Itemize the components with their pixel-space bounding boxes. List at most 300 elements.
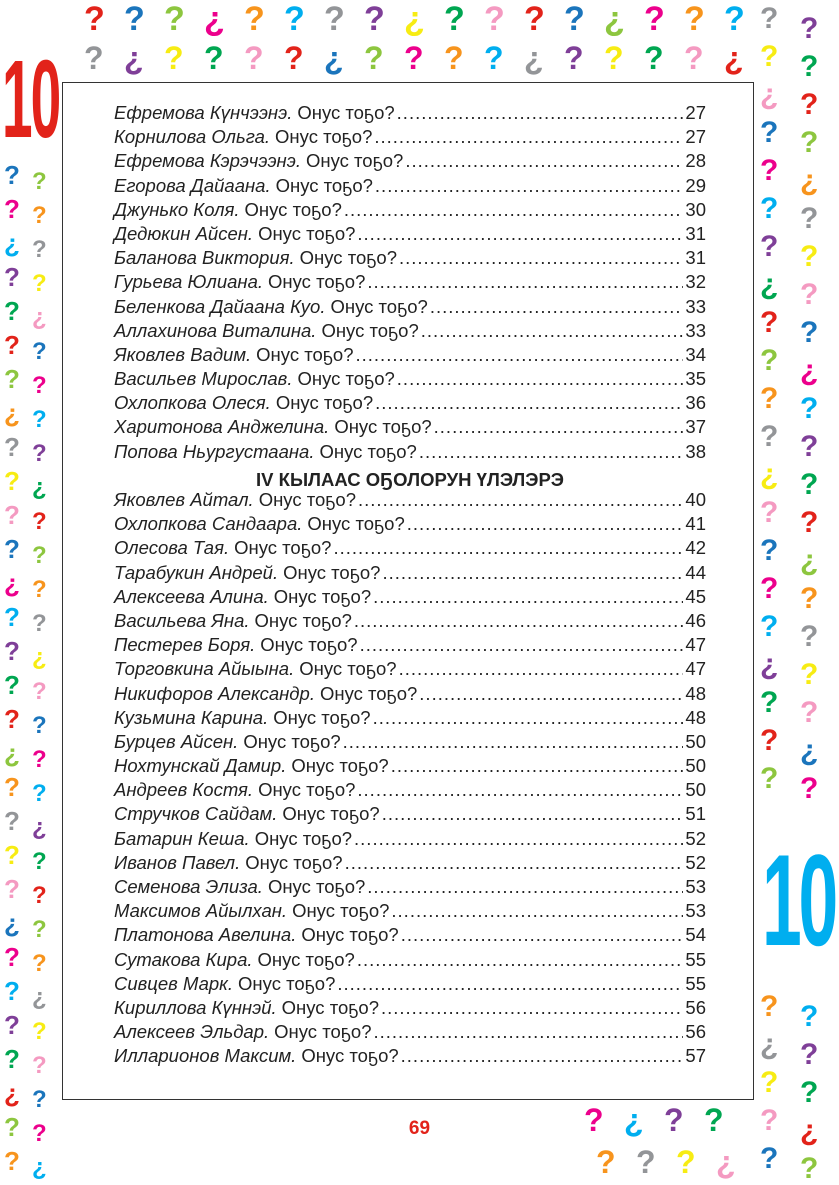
entry-title: Онус тоҕо? [243,730,341,752]
question-mark-icon: ¿ [404,0,425,38]
author-name: Иванов Павел. [114,851,241,873]
dot-leader [354,610,684,632]
author-name: Аллахинова Виталина. [114,319,317,341]
dot-leader [356,344,684,366]
question-mark-icon: ? [32,270,47,297]
question-mark-icon: ? [32,610,47,637]
question-mark-icon: ? [4,160,20,190]
dot-leader [367,271,683,293]
question-mark-icon: ? [760,382,779,415]
question-mark-icon: ? [4,1044,20,1074]
entry-title: Онус тоҕо? [321,319,419,341]
author-name: Ефремова Күнчээнэ. [114,102,293,123]
question-mark-icon: ¿ [760,458,779,491]
entry-title: Онус тоҕо? [268,271,366,293]
question-mark-icon: ? [84,40,104,76]
author-name: Торговкина Айыына. [114,658,295,680]
question-mark-icon: ? [800,202,819,235]
question-mark-icon: ¿ [800,354,819,387]
author-name: Дедюкин Айсен. [114,222,254,244]
question-mark-icon: ? [164,40,184,76]
dot-leader [430,296,684,318]
question-mark-icon: ? [800,506,819,539]
entry-title: Онус тоҕо? [275,174,373,196]
question-mark-icon: ? [760,344,779,377]
question-mark-icon: ? [800,392,819,425]
entry-title: Онус тоҕо? [254,827,353,849]
question-mark-icon: ? [32,746,47,773]
entry-title: Онус тоҕо? [273,585,372,607]
question-mark-icon: ? [800,240,819,273]
question-mark-icon: ? [760,420,779,453]
dot-leader [419,683,683,705]
question-mark-icon: ? [644,40,664,76]
question-mark-icon: ¿ [624,1102,644,1138]
dot-leader [344,199,684,221]
dot-leader [333,537,683,559]
question-mark-icon: ? [800,430,819,463]
entry-page: 48 [685,682,706,704]
question-mark-icon: ? [84,0,105,38]
entry-page: 29 [685,174,706,196]
question-mark-icon: ? [644,0,665,38]
question-mark-icon: ? [444,40,464,76]
author-name: Охлопкова Олеся. [114,392,271,414]
entry-page: 35 [685,368,706,390]
question-mark-icon: ? [800,696,819,729]
author-name: Охлопкова Сандаара. [114,513,303,535]
dot-leader [357,779,683,801]
question-mark-icon: ? [800,12,819,45]
entry-page: 38 [685,440,706,462]
entry-title: Онус тоҕо? [301,1045,399,1067]
question-mark-icon: ? [800,278,819,311]
toc-entry [114,344,706,368]
question-mark-icon: ? [760,1104,779,1137]
question-mark-icon: ? [800,88,819,121]
entry-page: 57 [685,1045,706,1067]
entry-page: 52 [685,851,706,873]
entry-page: 40 [685,489,706,510]
toc-entry [114,803,706,827]
dot-leader [434,416,684,438]
toc-entry [114,924,706,948]
toc-entry [114,537,706,561]
question-mark-icon: ¿ [324,40,344,76]
author-name: Корнилова Ольга. [114,126,271,148]
entry-title: Онус тоҕо? [238,972,336,994]
entry-title: Онус тоҕо? [330,295,428,317]
question-mark-icon: ? [760,192,779,225]
dot-leader [399,658,684,680]
entry-page: 52 [685,827,706,849]
entry-page: 48 [685,706,706,728]
dot-leader [391,900,683,922]
question-mark-icon: ? [4,704,20,734]
question-mark-icon: ? [32,440,47,467]
entry-title: Онус тоҕо? [319,682,418,704]
question-mark-icon: ? [4,262,20,292]
entry-page: 27 [685,126,706,148]
question-mark-icon: ? [760,610,779,643]
author-name: Гурьева Юлиана. [114,271,264,293]
entry-page: 45 [685,585,706,607]
toc-entry [114,683,706,707]
toc-entry [114,973,706,997]
question-mark-icon: ¿ [4,738,20,768]
question-mark-icon: ? [484,0,505,38]
entry-page: 31 [685,247,706,269]
question-mark-icon: ? [244,40,264,76]
question-mark-icon: ? [760,724,779,757]
question-mark-icon: ¿ [204,0,225,38]
author-name: Олесова Тая. [114,537,230,559]
entry-page: 41 [685,513,706,535]
question-mark-icon: ? [32,406,47,433]
dot-leader [373,1021,683,1043]
question-mark-icon: ? [284,0,305,38]
question-mark-icon: ? [364,40,384,76]
toc-entry [114,586,706,610]
toc-entry [114,320,706,344]
dot-leader [375,175,684,197]
entry-page: 31 [685,222,706,244]
dot-leader [401,1045,684,1067]
question-mark-icon: ¿ [32,304,47,331]
question-mark-icon: ? [584,1102,604,1138]
question-mark-icon: ? [800,772,819,805]
question-mark-icon: ? [800,658,819,691]
question-mark-icon: ? [164,0,185,38]
entry-title: Онус тоҕо? [299,247,397,269]
question-mark-icon: ? [760,306,779,339]
toc-entry [114,368,706,392]
question-mark-icon: ? [760,762,779,795]
dot-leader [382,803,684,825]
question-mark-icon: ¿ [760,648,779,681]
author-name: Харитонова Анджелина. [114,416,330,438]
author-name: Сутакова Кира. [114,948,253,970]
dot-leader [343,731,684,753]
entry-title: Онус тоҕо? [297,368,395,390]
entry-title: Онус тоҕо? [254,609,352,631]
entry-page: 53 [685,876,706,897]
toc-entry [114,562,706,586]
entry-page: 46 [685,609,706,631]
dot-leader [399,247,683,269]
entry-title: Онус тоҕо? [245,851,343,873]
question-mark-icon: ? [760,990,779,1023]
question-mark-icon: ¿ [724,40,744,76]
question-mark-icon: ? [800,126,819,159]
toc-entry [114,949,706,973]
author-name: Бурцев Айсен. [114,730,239,752]
question-mark-icon: ? [284,40,304,76]
question-mark-icon: ? [32,236,47,263]
entry-page: 36 [685,392,706,414]
author-name: Андреев Костя. [114,779,254,801]
dot-leader [419,441,684,463]
question-mark-icon: ? [800,50,819,83]
author-name: Никифоров Александр. [114,682,315,704]
question-mark-icon: ¿ [32,984,47,1011]
table-of-contents [114,102,706,1070]
question-mark-icon: ? [4,1146,20,1176]
toc-entry [114,852,706,876]
dot-leader [405,150,683,172]
toc-entry [114,126,706,150]
entry-title: Онус тоҕо? [260,634,358,656]
toc-entry [114,634,706,658]
question-mark-icon: ? [32,1120,47,1147]
entry-page: 27 [685,102,706,123]
toc-entry [114,489,706,513]
question-mark-icon: ? [4,874,20,904]
author-name: Кузьмина Карина. [114,706,269,728]
question-mark-icon: ? [760,116,779,149]
question-mark-icon: ¿ [800,164,819,197]
question-mark-icon: ? [564,40,584,76]
entry-title: Онус тоҕо? [273,706,371,728]
dot-leader [357,223,683,245]
question-mark-icon: ? [32,848,47,875]
entry-page: 47 [685,658,706,680]
question-mark-icon: ? [4,1010,20,1040]
question-mark-icon: ¿ [32,1154,47,1181]
question-mark-icon: ¿ [32,644,47,671]
question-mark-icon: ¿ [4,228,20,258]
question-mark-icon: ? [684,0,705,38]
toc-entry [114,102,706,126]
question-mark-icon: ? [32,678,47,705]
entry-title: Онус тоҕо? [282,803,380,825]
question-mark-icon: ? [4,364,20,394]
question-mark-icon: ? [124,0,145,38]
question-mark-icon: ¿ [760,1028,779,1061]
question-mark-icon: ? [524,0,545,38]
entry-title: Онус тоҕо? [299,658,397,680]
entry-page: 42 [685,537,706,559]
question-mark-icon: ? [604,40,624,76]
question-mark-icon: ? [32,576,47,603]
entry-title: Онус тоҕо? [275,392,374,414]
author-name: Тарабукин Андрей. [114,561,279,583]
question-mark-icon: ? [800,468,819,501]
question-mark-icon: ? [32,372,47,399]
entry-page: 56 [685,996,706,1018]
question-mark-icon: ? [724,0,745,38]
dot-leader [358,489,683,511]
author-name: Васильева Яна. [114,609,250,631]
entry-title: Онус тоҕо? [291,755,389,777]
dot-leader [401,924,684,946]
question-mark-icon: ? [32,1052,47,1079]
dot-leader [421,320,684,342]
contents-panel [62,82,754,1100]
question-mark-icon: ¿ [716,1144,736,1180]
page-number: 69 [408,1118,431,1139]
author-name: Пестерев Боря. [114,634,256,656]
question-mark-icon: ? [800,316,819,349]
entry-page: 50 [685,779,706,801]
dot-leader [374,126,683,148]
author-name: Попова Ньургустаана. [114,440,315,462]
author-name: Илларионов Максим. [114,1045,297,1067]
question-mark-icon: ? [800,1076,819,1109]
question-mark-icon: ¿ [524,40,544,76]
toc-entry [114,513,706,537]
question-mark-icon: ? [760,230,779,263]
question-mark-icon: ? [800,1000,819,1033]
question-mark-icon: ? [704,1102,724,1138]
question-mark-icon: ? [4,602,20,632]
dot-leader [397,368,684,390]
question-mark-icon: ? [760,496,779,529]
number-ten-cyan: 10 [762,827,835,973]
question-mark-icon: ¿ [760,268,779,301]
dot-leader [391,755,684,777]
entry-title: Онус тоҕо? [244,198,342,220]
question-mark-icon: ? [32,168,47,195]
question-mark-icon: ? [244,0,265,38]
author-name: Егорова Дайаана. [114,174,271,196]
dot-leader [382,562,683,584]
question-mark-icon: ? [760,40,779,73]
entry-title: Онус тоҕо? [307,513,405,535]
author-name: Яковлев Айтал. [114,489,254,510]
question-mark-icon: ¿ [800,544,819,577]
entry-page: 34 [685,343,706,365]
author-name: Яковлев Вадим. [114,343,252,365]
author-name: Алексеева Алина. [114,585,269,607]
toc-entry [114,828,706,852]
dot-leader [360,634,684,656]
entry-title: Онус тоҕо? [319,440,417,462]
question-mark-icon: ? [4,840,20,870]
question-mark-icon: ? [324,0,345,38]
question-mark-icon: ? [760,154,779,187]
entry-page: 51 [685,803,706,825]
question-mark-icon: ? [404,40,424,76]
question-mark-icon: ? [32,202,47,229]
question-mark-icon: ? [800,620,819,653]
question-mark-icon: ? [800,1152,819,1185]
question-mark-icon: ? [4,772,20,802]
entry-page: 28 [685,150,706,172]
author-name: Сивцев Марк. [114,972,234,994]
author-name: Джунько Коля. [114,198,240,220]
author-name: Батарин Кеша. [114,827,250,849]
entry-title: Онус тоҕо? [274,1021,372,1043]
toc-entry [114,296,706,320]
entry-page: 50 [685,755,706,777]
toc-entry [114,199,706,223]
entry-title: Онус тоҕо? [258,222,356,244]
question-mark-icon: ¿ [32,814,47,841]
question-mark-icon: ? [4,330,20,360]
entry-title: Онус тоҕо? [305,150,404,172]
question-mark-icon: ? [664,1102,684,1138]
toc-entry [114,707,706,731]
dot-leader [381,997,683,1019]
dot-leader [407,513,684,535]
question-mark-icon: ¿ [124,40,144,76]
toc-entry [114,610,706,634]
toc-entry [114,392,706,416]
question-mark-icon: ? [760,572,779,605]
dot-leader [345,852,684,874]
entry-page: 32 [685,271,706,293]
question-mark-icon: ? [596,1144,616,1180]
question-mark-icon: ? [4,466,20,496]
question-mark-icon: ¿ [800,1114,819,1147]
question-mark-icon: ? [800,1038,819,1071]
dot-leader [375,392,683,414]
toc-entry [114,779,706,803]
question-mark-icon: ? [32,1086,47,1113]
entry-title: Онус тоҕо? [258,489,357,510]
entry-title: Онус тоҕо? [292,900,390,922]
question-mark-icon: ? [760,686,779,719]
question-mark-icon: ? [32,916,47,943]
question-mark-icon: ? [4,976,20,1006]
question-mark-icon: ? [204,40,224,76]
question-mark-icon: ¿ [4,398,20,428]
entry-title: Онус тоҕо? [257,948,355,970]
number-ten-red: 10 [2,38,60,161]
question-mark-icon: ? [4,806,20,836]
author-name: Платонова Авелина. [114,924,297,946]
question-mark-icon: ? [760,2,779,35]
entry-page: 47 [685,634,706,656]
question-mark-icon: ? [4,296,20,326]
toc-entry [114,900,706,924]
question-mark-icon: ? [676,1144,696,1180]
entry-title: Онус тоҕо? [297,102,395,123]
toc-entry [114,247,706,271]
question-mark-icon: ? [760,1066,779,1099]
author-name: Нохтунскай Дамир. [114,755,287,777]
question-mark-icon: ? [32,1018,47,1045]
dot-leader [357,949,684,971]
toc-entry [114,416,706,440]
author-name: Алексеев Эльдар. [114,1021,270,1043]
toc-entry [114,150,706,174]
question-mark-icon: ? [364,0,385,38]
toc-entry [114,731,706,755]
dot-leader [373,586,683,608]
toc-entry [114,1045,706,1069]
entry-page: 54 [685,924,706,946]
entry-page: 33 [685,295,706,317]
entry-page: 55 [685,972,706,994]
entry-page: 33 [685,319,706,341]
question-mark-icon: ? [32,780,47,807]
author-name: Баланова Виктория. [114,247,295,269]
entry-title: Онус тоҕо? [275,126,373,148]
entry-title: Онус тоҕо? [334,416,432,438]
author-name: Васильев Мирослав. [114,368,293,390]
entry-title: Онус тоҕо? [234,537,332,559]
entry-title: Онус тоҕо? [256,343,354,365]
toc-entry [114,755,706,779]
dot-leader [397,102,684,124]
dot-leader [367,876,683,898]
question-mark-icon: ¿ [32,474,47,501]
question-mark-icon: ? [4,194,20,224]
entry-page: 56 [685,1021,706,1043]
author-name: Семенова Элиза. [114,876,263,897]
